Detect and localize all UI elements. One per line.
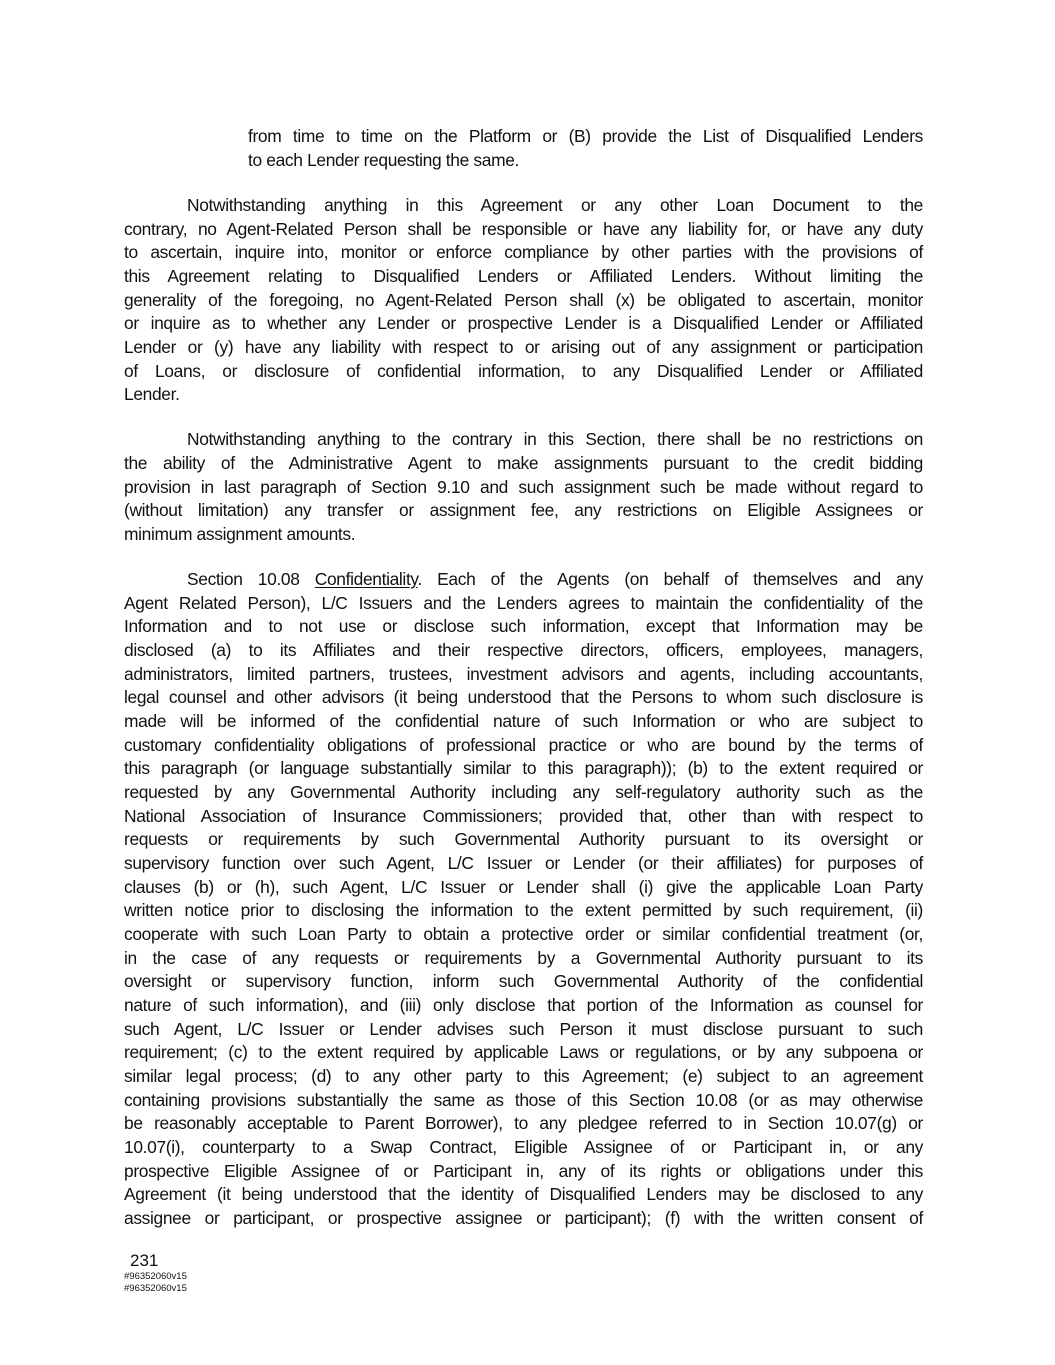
section-line: supervisory function over such Agent, L/C Issuer or Lender (or their affiliates) for purposes of xyxy=(124,853,923,873)
section-line: this paragraph (or language substantially similar to this paragraph)); (b) to the extent required or xyxy=(124,758,923,778)
document-id: #96352060v15 xyxy=(124,1283,187,1294)
paragraph-line: this Agreement relating to Disqualified Lenders or Affiliated Lenders. Without limiting the xyxy=(124,266,923,286)
section-line: legal counsel and other advisors (it being understood that the Persons to whom such disclosure is xyxy=(124,687,923,707)
paragraph-line: provision in last paragraph of Section 9.10 and such assignment such be made without regard to xyxy=(124,477,923,497)
paragraph-line: (without limitation) any transfer or assignment fee, any restrictions on Eligible Assignees or xyxy=(124,500,923,520)
section-line: nature of such information), and (iii) only disclose that portion of the Information as counsel for xyxy=(124,995,923,1015)
paragraph-line: Lender. xyxy=(124,384,180,404)
paragraph-line: Notwithstanding anything in this Agreement or any other Loan Document to the xyxy=(187,195,923,215)
section-line: requirement; (c) to the extent required by applicable Laws or regulations, or by any subpoena or xyxy=(124,1042,923,1062)
section-line: disclosed (a) to its Affiliates and their respective directors, officers, employees, managers, xyxy=(124,640,923,660)
section-heading-line xyxy=(124,567,923,591)
section-line: made will be informed of the confidential nature of such Information or who are subject to xyxy=(124,711,923,731)
section-line: in the case of any requests or requirements by a Governmental Authority pursuant to its xyxy=(124,948,923,968)
block-quote-line: to each Lender requesting the same. xyxy=(248,150,520,170)
section-line: oversight or supervisory function, inform such Governmental Authority of the confidential xyxy=(124,971,923,991)
section-line: be reasonably acceptable to Parent Borrower), to any pledgee referred to in Section 10.07(g) or xyxy=(124,1113,923,1133)
section-line: Agent Related Person), L/C Issuers and the Lenders agrees to maintain the confidentiality of the xyxy=(124,593,923,613)
section-line: Information and to not use or disclose such information, except that Information may be xyxy=(124,616,923,636)
document-id: #96352060v15 xyxy=(124,1271,187,1282)
section-number: Section 10.08 xyxy=(187,569,300,589)
paragraph-line: Notwithstanding anything to the contrary in this Section, there shall be no restrictions on xyxy=(187,429,923,449)
section-line: National Association of Insurance Commissioners; provided that, other than with respect to xyxy=(124,806,923,826)
paragraph-line: or inquire as to whether any Lender or prospective Lender is a Disqualified Lender or Affiliated xyxy=(124,313,923,333)
section-first-line-text: . Each of the Agents (on behalf of themselves and any xyxy=(417,569,923,589)
section-line: administrators, limited partners, trustees, investment advisors and agents, including accountants, xyxy=(124,664,923,684)
paragraph-line: to ascertain, inquire into, monitor or enforce compliance by other parties with the provisions of xyxy=(124,242,923,262)
block-quote-line: from time to time on the Platform or (B) provide the List of Disqualified Lenders xyxy=(248,126,923,146)
section-line: Agreement (it being understood that the identity of Disqualified Lenders may be disclosed to any xyxy=(124,1184,923,1204)
section-line: requests or requirements by such Governmental Authority pursuant to its oversight or xyxy=(124,829,923,849)
paragraph-line: Lender or (y) have any liability with respect to or arising out of any assignment or participation xyxy=(124,337,923,357)
section-line: requested by any Governmental Authority including any self-regulatory authority such as the xyxy=(124,782,923,802)
paragraph-line: the ability of the Administrative Agent to make assignments pursuant to the credit bidding xyxy=(124,453,923,473)
section-line: containing provisions substantially the same as those of this Section 10.08 (or as may otherwise xyxy=(124,1090,923,1110)
section-line: similar legal process; (d) to any other party to this Agreement; (e) subject to an agreement xyxy=(124,1066,923,1086)
paragraph-line: contrary, no Agent-Related Person shall be responsible or have any liability for, or have any duty xyxy=(124,219,923,239)
section-line: prospective Eligible Assignee of or Participant in, any of its rights or obligations under this xyxy=(124,1161,923,1181)
paragraph-line: generality of the foregoing, no Agent-Related Person shall (x) be obligated to ascertain, monitor xyxy=(124,290,923,310)
section-line: clauses (b) or (h), such Agent, L/C Issuer or Lender shall (i) give the applicable Loan Party xyxy=(124,877,923,897)
section-line: assignee or participant, or prospective assignee or participant); (f) with the written consent of xyxy=(124,1208,923,1228)
section-line: 10.07(i), counterparty to a Swap Contract, Eligible Assignee of or Participant in, or any xyxy=(124,1137,923,1157)
section-line: such Agent, L/C Issuer or Lender advises such Person it must disclose pursuant to such xyxy=(124,1019,923,1039)
section-line: customary confidentiality obligations of professional practice or who are bound by the terms of xyxy=(124,735,923,755)
section-title: Confidentiality xyxy=(314,569,418,589)
section-line: written notice prior to disclosing the information to the extent permitted by such requirement, (ii) xyxy=(124,900,923,920)
paragraph-line: minimum assignment amounts. xyxy=(124,524,356,544)
section-line: cooperate with such Loan Party to obtain a protective order or similar confidential treatment (or, xyxy=(124,924,923,944)
paragraph-line: of Loans, or disclosure of confidential information, to any Disqualified Lender or Affiliated xyxy=(124,361,923,381)
page-number: 231 xyxy=(130,1251,159,1270)
